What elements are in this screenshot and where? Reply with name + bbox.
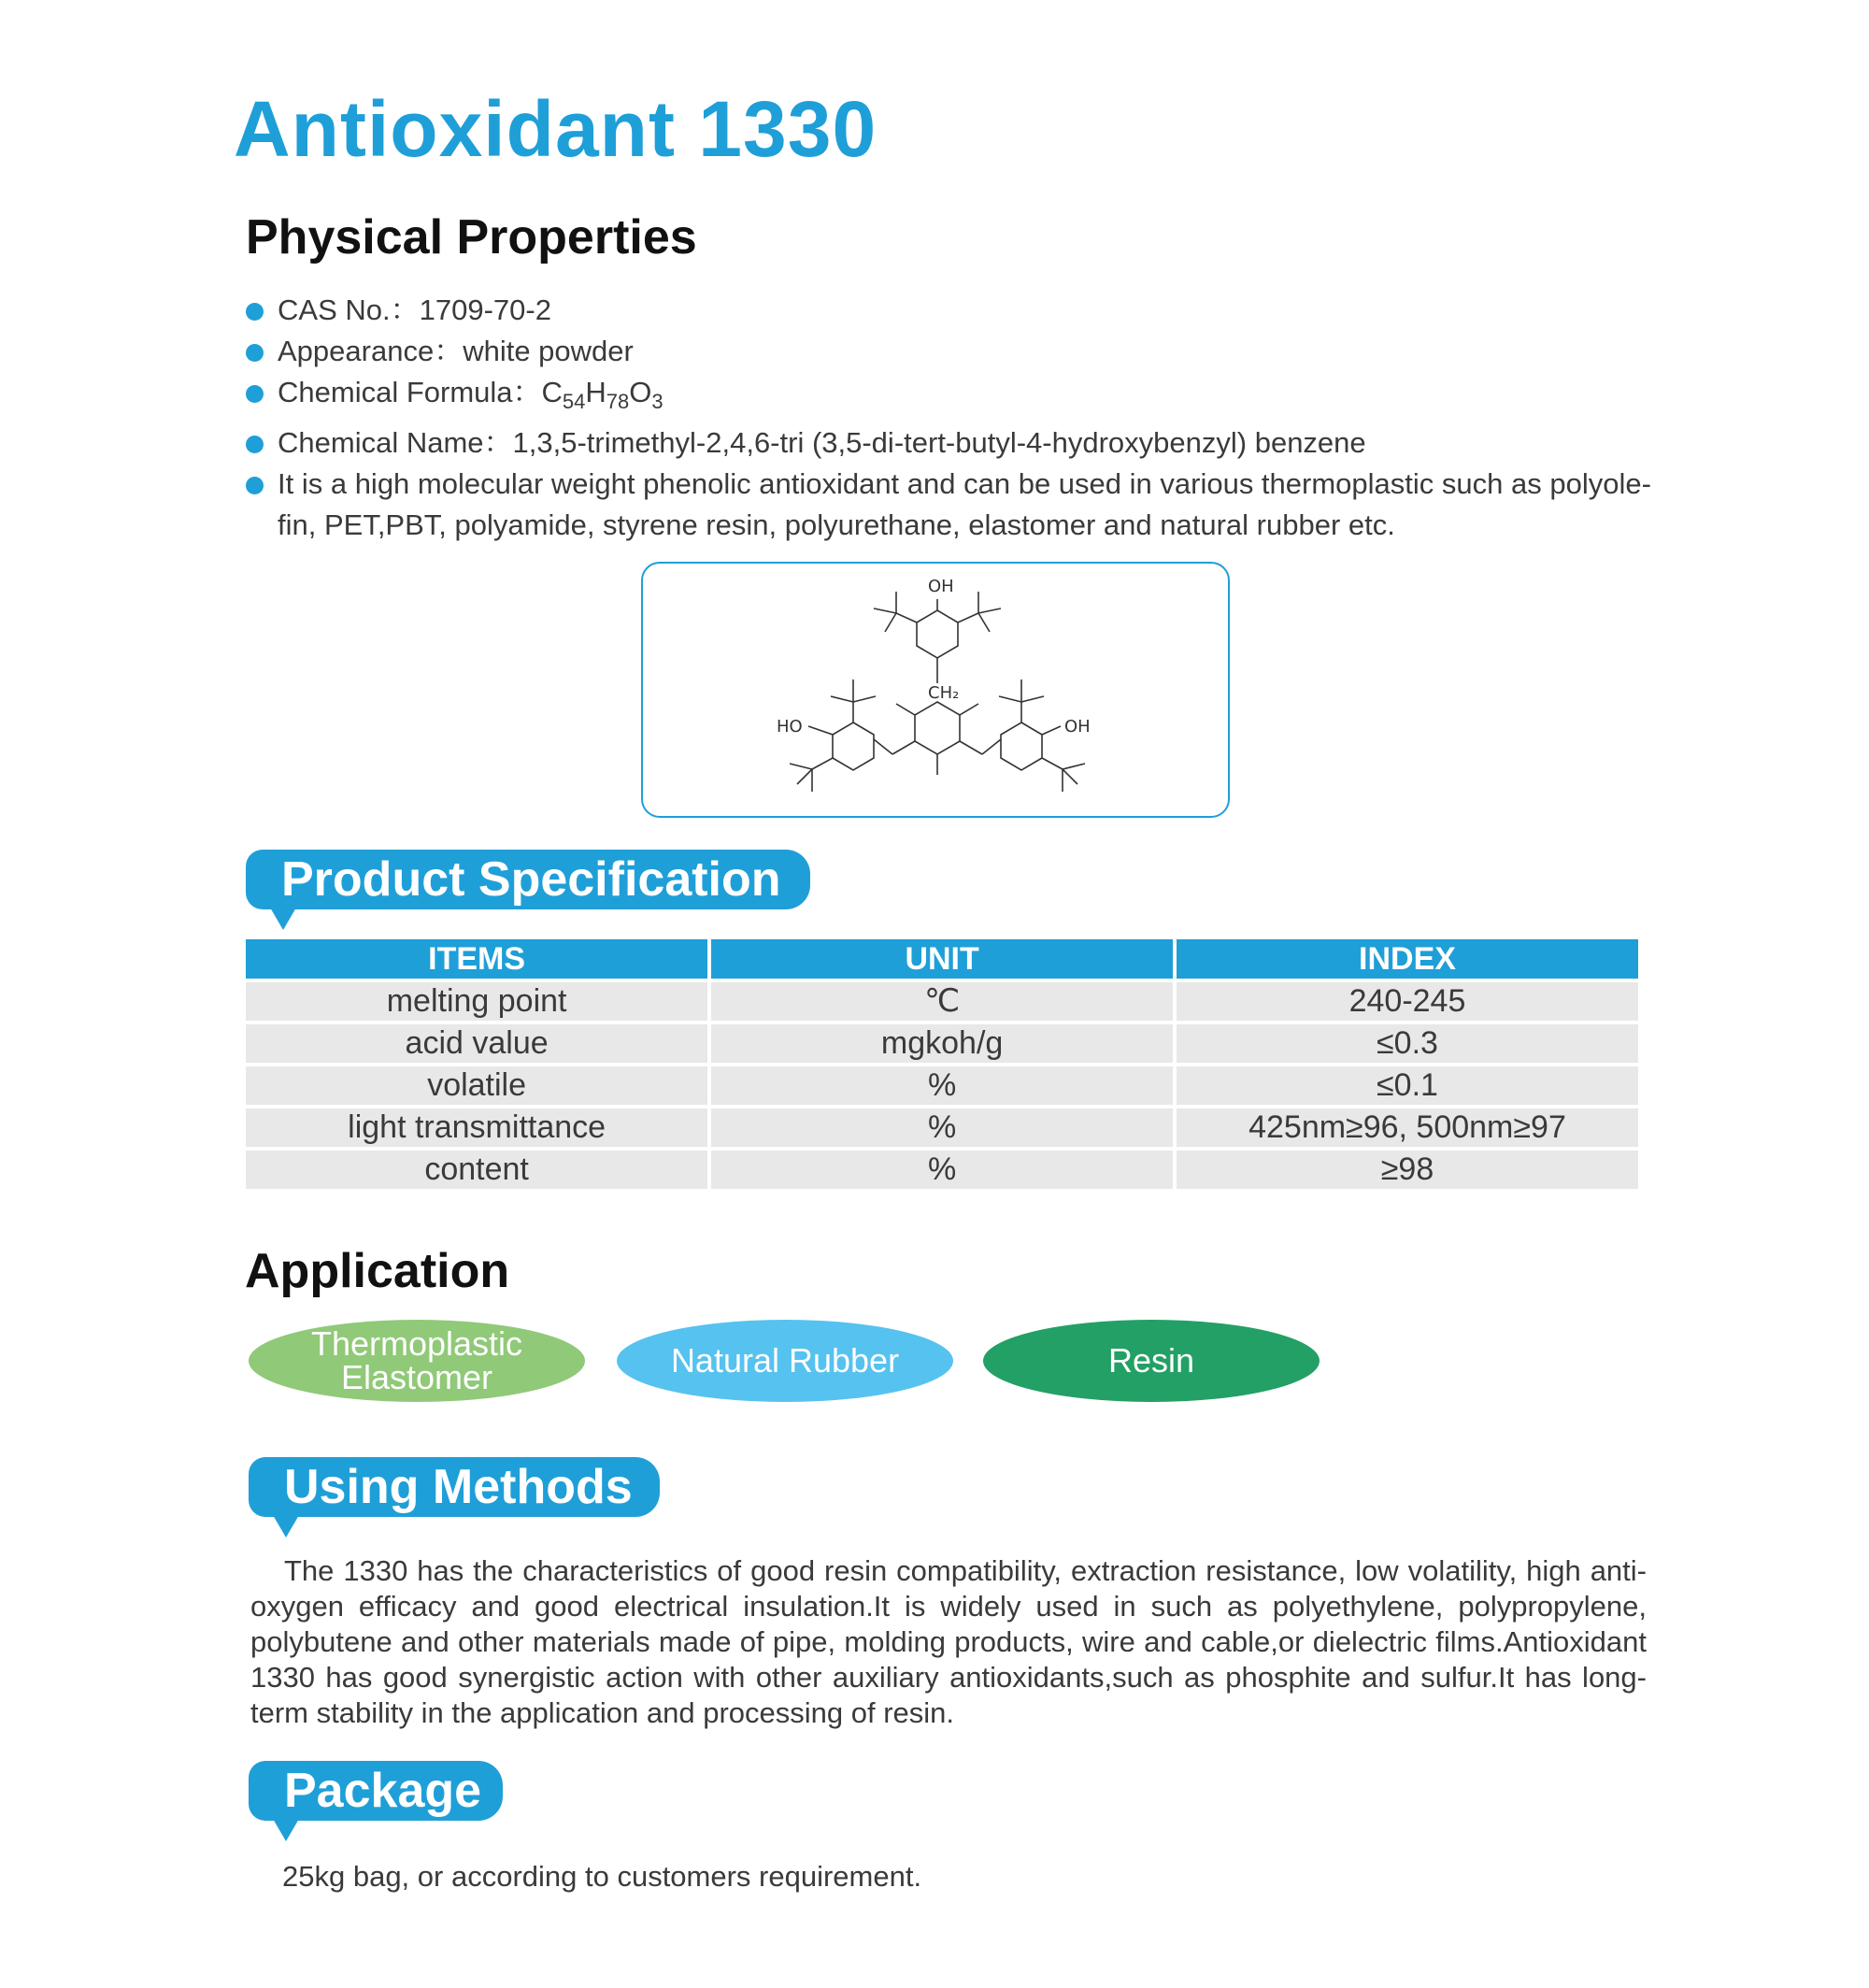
bullet-icon	[246, 344, 264, 362]
unit-cell: %	[711, 1108, 1173, 1147]
table-row	[246, 1108, 1638, 1147]
index-cell: 425nm≥96, 500nm≥97	[1177, 1108, 1638, 1147]
column-header: ITEMS	[246, 939, 707, 979]
column-header: UNIT	[711, 939, 1173, 979]
table-row	[246, 1151, 1638, 1189]
property-label: Chemical Name	[278, 426, 484, 460]
item-cell: light transmittance	[246, 1108, 707, 1147]
item-cell: melting point	[246, 982, 707, 1021]
specification-table	[242, 936, 1642, 1193]
index-cell: ≤0.1	[1177, 1066, 1638, 1105]
unit-cell: ℃	[711, 982, 1173, 1021]
oh-label: OH	[1064, 717, 1091, 737]
index-cell: 240-245	[1177, 982, 1638, 1021]
page-title: Antioxidant 1330	[234, 85, 877, 173]
bullet-icon	[246, 477, 264, 494]
bullet-icon	[246, 303, 264, 321]
unit-cell: mgkoh/g	[711, 1024, 1173, 1063]
package-heading: Package	[249, 1761, 503, 1821]
column-header: INDEX	[1177, 939, 1638, 979]
list-item	[246, 331, 1666, 372]
property-value: 1709-70-2	[419, 293, 551, 326]
application-heading: Application	[245, 1244, 510, 1298]
bullet-icon	[246, 385, 264, 403]
property-label: Chemical Formula	[278, 376, 513, 408]
list-item	[246, 464, 1666, 546]
property-label: Appearance	[278, 335, 435, 367]
list-item	[246, 422, 1666, 464]
item-cell: acid value	[246, 1024, 707, 1063]
table-row	[246, 982, 1638, 1021]
property-separator: ：	[390, 293, 420, 326]
item-cell: content	[246, 1151, 707, 1189]
property-label: CAS No.	[278, 293, 391, 326]
physical-properties-list	[246, 290, 1666, 546]
chemical-structure-image	[641, 562, 1230, 818]
table-row	[246, 1024, 1638, 1063]
table-row	[246, 1066, 1638, 1105]
physical-properties-heading: Physical Properties	[246, 210, 697, 265]
unit-cell: %	[711, 1151, 1173, 1189]
list-item	[246, 290, 1666, 331]
package-text: 25kg bag, or according to customers requirement.	[282, 1860, 922, 1893]
property-value: white powder	[463, 335, 634, 367]
oh-label: OH	[928, 577, 954, 596]
index-cell: ≥98	[1177, 1151, 1638, 1189]
pointer-tail	[270, 908, 296, 930]
chemical-formula: $C_{54}H_{78}O_3$	[541, 376, 663, 414]
ho-label: HO	[777, 717, 803, 737]
table-header-row	[246, 939, 1638, 979]
ch2-label: CH₂	[928, 683, 960, 703]
property-value: 1,3,5-trimethyl-2,4,6-tri (3,5-di-tert-butyl-4-hydroxybenzyl) benzene	[512, 426, 1366, 460]
property-separator: ：	[434, 335, 464, 367]
index-cell: ≤0.3	[1177, 1024, 1638, 1063]
bullet-icon	[246, 436, 264, 453]
chemical-structure-diagram	[760, 571, 1115, 812]
using-methods-heading: Using Methods	[249, 1457, 660, 1517]
item-cell: volatile	[246, 1066, 707, 1105]
application-badge-resin: Resin	[983, 1320, 1320, 1402]
application-badge-natural-rubber: Natural Rubber	[617, 1320, 953, 1402]
application-badge-thermoplastic-elastomer: Thermoplastic Elastomer	[249, 1320, 585, 1402]
list-item	[246, 372, 1666, 422]
property-separator: ：	[512, 376, 542, 408]
property-separator: ：	[483, 426, 513, 460]
unit-cell: %	[711, 1066, 1173, 1105]
using-methods-text: The 1330 has the characteristics of good resin compatibility, extraction resistance, low volatility, high anti-oxygen efficacy and good electrical insulation.It is widely used in such as polyethylene, polypropylene, polybutene and other materials made of pipe, molding products, wire and cable,or dielectric films.Antioxidant 1330 has good synergistic action with other auxiliary antioxidants,such as phosphite and sulfur.It has long-term stability in the application and processing of resin.	[250, 1554, 1647, 1729]
pointer-tail	[273, 1819, 299, 1841]
product-specification-heading: Product Specification	[246, 850, 810, 909]
property-description: It is a high molecular weight phenolic antioxidant and can be used in various thermoplastic such as polyole-fin, PET,PBT, polyamide, styrene resin, polyurethane, elastomer and natural rubber etc.	[278, 467, 1651, 542]
pointer-tail	[273, 1515, 299, 1537]
